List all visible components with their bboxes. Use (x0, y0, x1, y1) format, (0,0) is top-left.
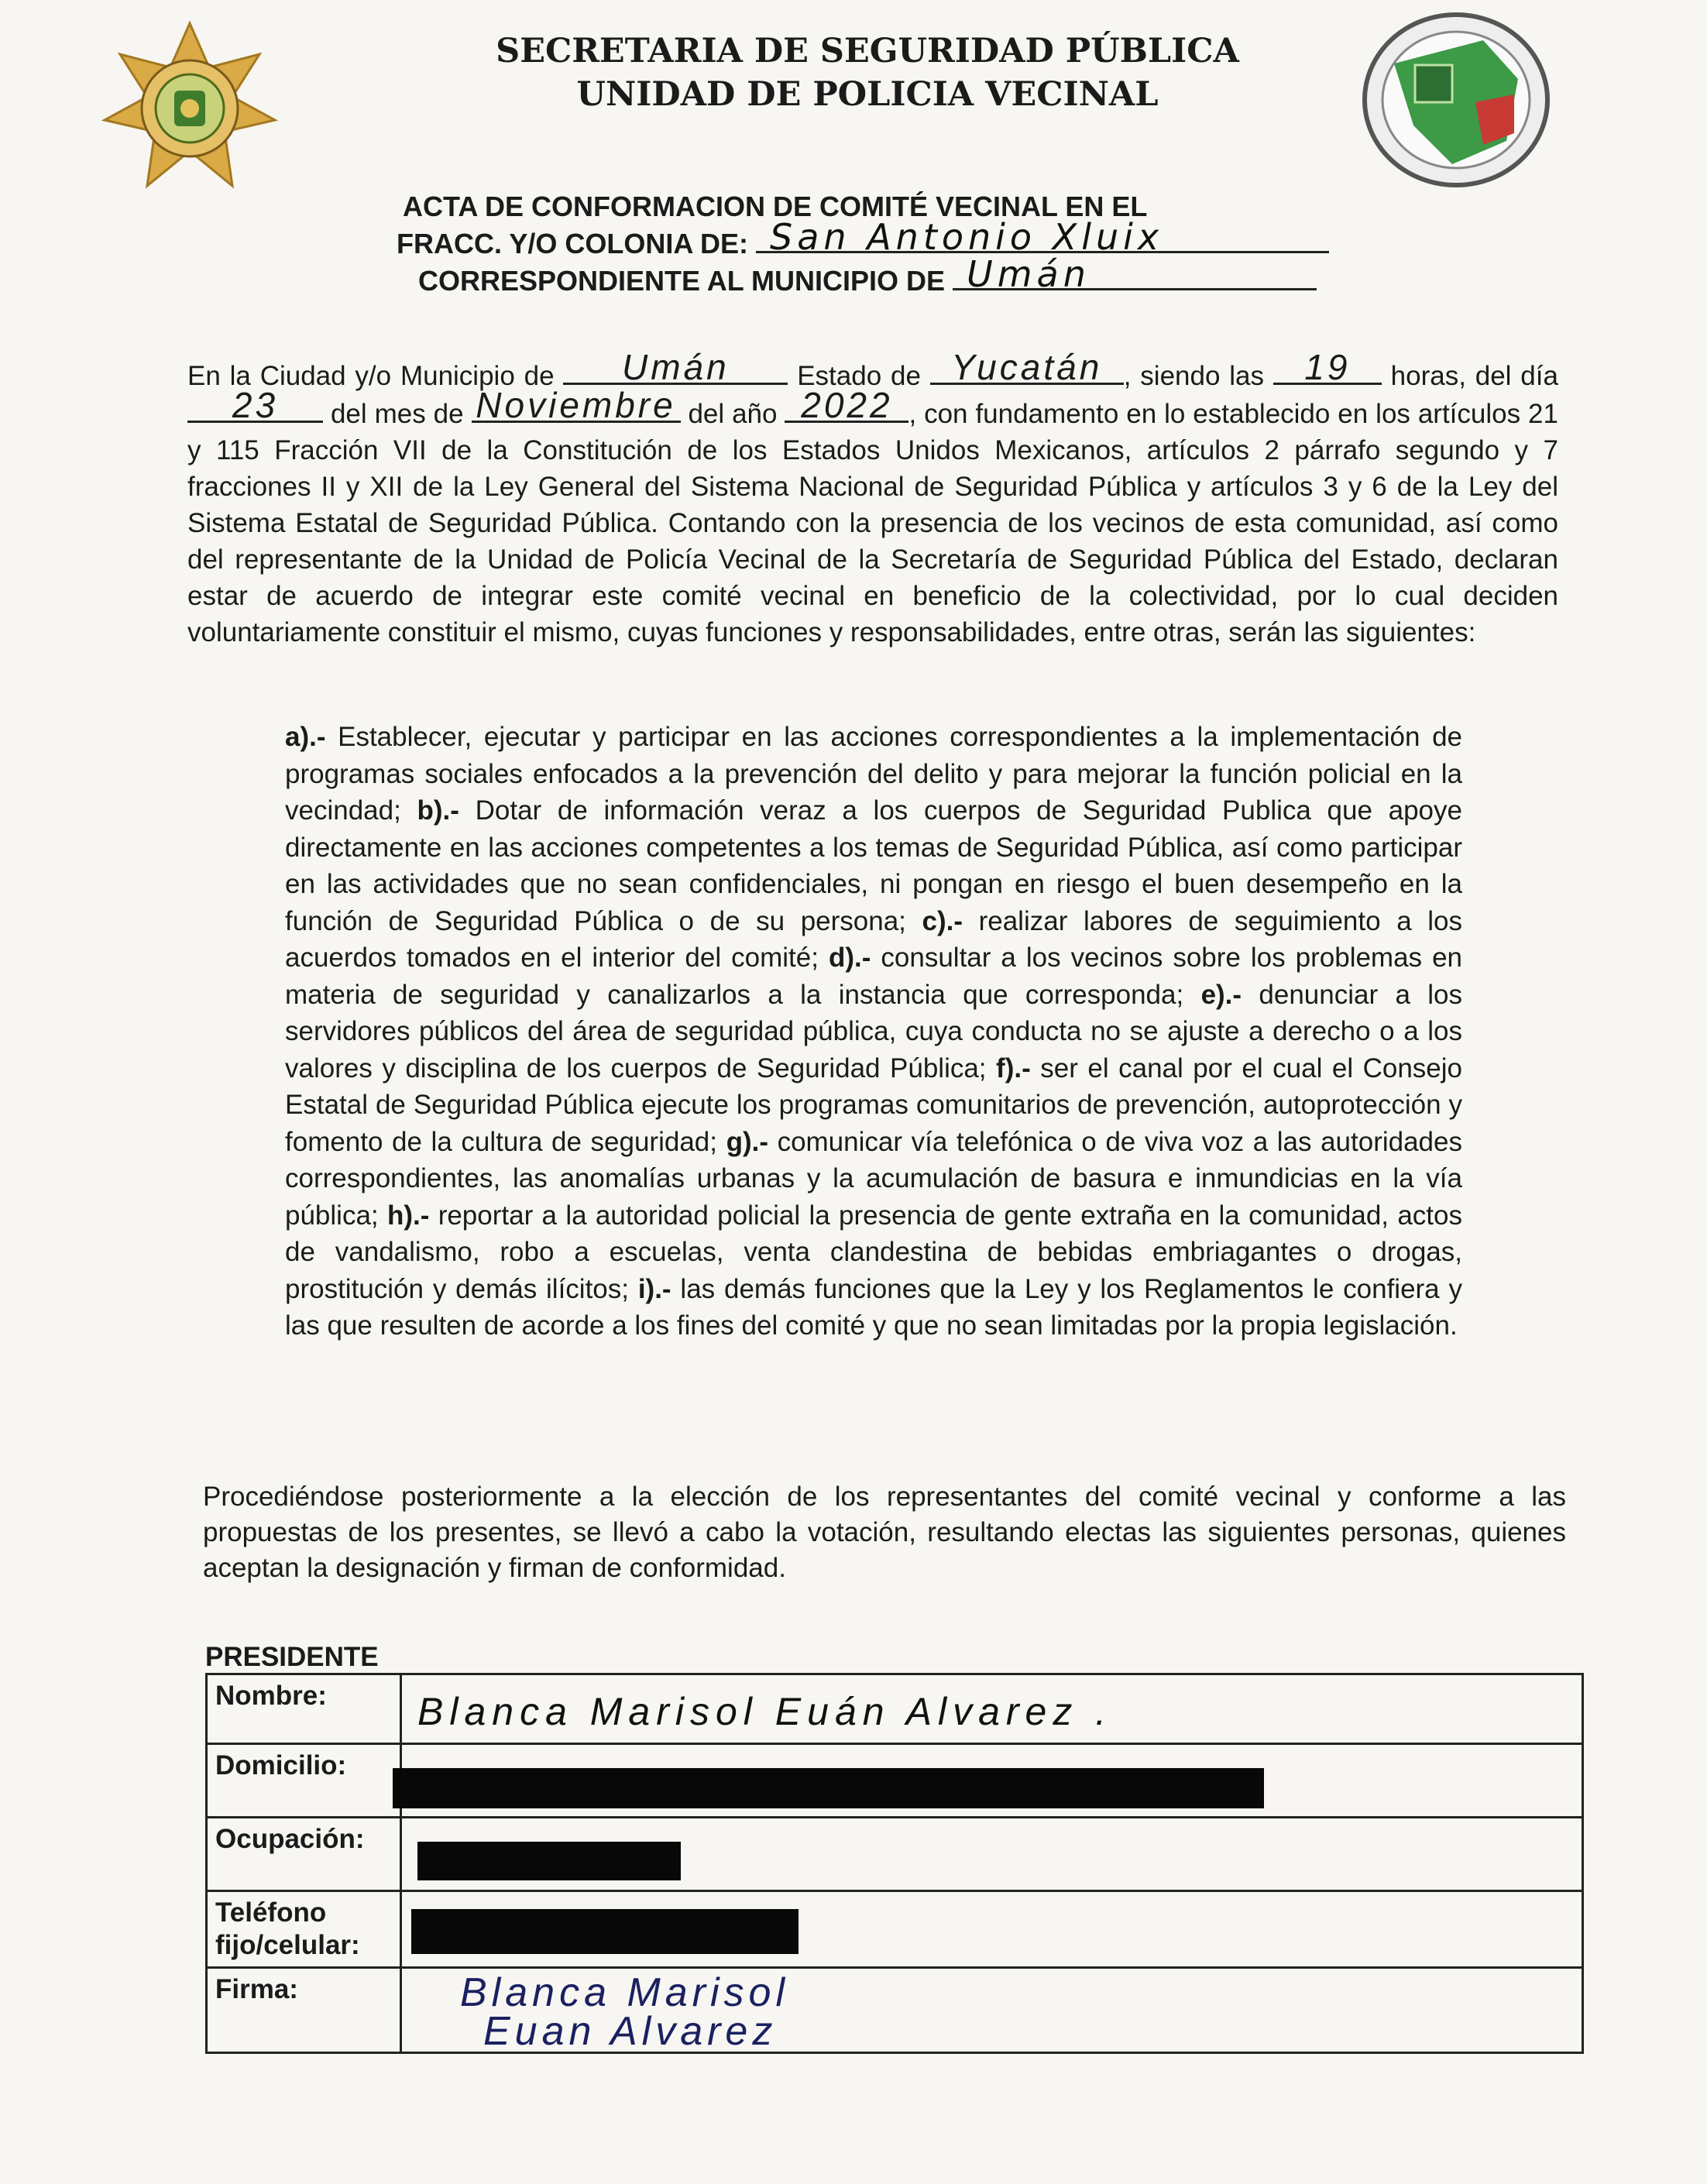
anio-blank (785, 385, 908, 425)
ocupacion-cell (401, 1818, 1583, 1891)
function-text: reportar a la autoridad policial la presencia de gente extraña en la comunidad, actos de vandalismo, robo a escuelas, venta clandestina de bebidas embriagantes o drogas, prostitución y demás ilícitos; (285, 1200, 1462, 1304)
dia-inline-value: 23 (232, 385, 279, 425)
anio-inline-value: 2022 (801, 385, 893, 425)
ocupacion-row (207, 1818, 1583, 1891)
horas-blank (1273, 347, 1382, 387)
mes-inline-value: Noviembre (476, 385, 676, 425)
function-letter: b).- (417, 795, 459, 826)
domicilio-row (207, 1744, 1583, 1818)
acta-line-1: ACTA DE CONFORMACION DE COMITÉ VECINAL EN EL (403, 191, 1148, 222)
municipio-inline-value: Umán (622, 347, 730, 387)
nombre-label: Nombre: (207, 1674, 401, 1744)
function-letter: d).- (828, 943, 871, 973)
intro-text-7: , con fundamento en lo establecido en los artículos 21 y 115 Fracción VII de la Constitución de los Estados Unidos Mexicanos, artículos 2 párrafo segundo y 7 fracciones II y XII de la Ley General del Sistema Nacional de Seguridad Pública y artículos 3 y 6 de la Ley del Sistema Estatal de Seguridad Pública. Contando con la presencia de los vecinos de esta comunidad, así como del representante de la Unidad de Policía Vecinal de la Secretaría de Seguridad Pública del Estado, declaran estar de acuerdo de integrar este comité vecinal en beneficio de la colectividad, por lo cual deciden voluntariamente constituir el mismo, cuyas funciones y responsabilidades, entre otras, serán las siguientes: (187, 399, 1558, 647)
redaction-bar (417, 1842, 681, 1880)
intro-text-3: , siendo las (1123, 361, 1264, 391)
function-text: denunciar a los servidores públicos del área de seguridad pública, cuya conducta no se ajuste a derecho o a los valores y disciplina de los cuerpos de Seguridad Pública; (285, 979, 1462, 1083)
nombre-cell (401, 1674, 1583, 1744)
municipio-handwritten: Umán (967, 253, 1090, 295)
police-star-badge-icon (101, 19, 279, 197)
firma-row (207, 1968, 1583, 2053)
nombre-handwritten: Blanca Marisol Euán Alvarez . (417, 1690, 1113, 1733)
function-text: las demás funciones que la Ley y los Reglamentos le confiera y las que resulten de acorde a los fines del comité y que no sean limitadas por la propia legislación. (285, 1273, 1462, 1341)
function-text: realizar labores de seguimiento a los acuerdos tomados en el interior del comité; (285, 905, 1462, 973)
function-letter: i).- (637, 1273, 671, 1304)
municipio-label: CORRESPONDIENTE AL MUNICIPIO DE (418, 265, 946, 297)
intro-text-5: del mes de (330, 399, 464, 429)
telefono-label-line-1: Teléfono (215, 1897, 327, 1928)
intro-paragraph (187, 347, 1558, 651)
functions-list (285, 719, 1462, 1344)
firma-cell (401, 1968, 1583, 2053)
redaction-bar (411, 1909, 799, 1954)
nombre-row (207, 1674, 1583, 1744)
intro-text-4: horas, del día (1390, 361, 1558, 391)
function-letter: f).- (996, 1053, 1031, 1083)
signature-handwritten (460, 1970, 790, 2054)
acta-colonia-row (397, 216, 1329, 263)
telefono-row (207, 1891, 1583, 1968)
colonia-handwritten: San Antonio Xluix (770, 216, 1164, 258)
telefono-cell (401, 1891, 1583, 1968)
letterhead (403, 29, 1332, 116)
function-text: consultar a los vecinos sobre los problemas en materia de seguridad y canalizarlos a la instancia que corresponda; (285, 943, 1462, 1010)
firma-label: Firma: (207, 1968, 401, 2053)
function-text: Establecer, ejecutar y participar en las acciones correspondientes a la implementación de programas sociales enfocados a la prevención del delito y para mejorar la función policial en la vecindad; (285, 722, 1462, 826)
function-letter: g).- (726, 1126, 768, 1157)
estado-inline-value: Yucatán (951, 347, 1103, 387)
function-letter: e).- (1200, 979, 1242, 1010)
signature-line-2: Euan Alvarez (483, 2009, 778, 2054)
intro-text-6: del año (688, 399, 778, 429)
municipio-field (953, 253, 1317, 295)
intro-text-1: En la Ciudad y/o Municipio de (187, 361, 555, 391)
horas-inline-value: 19 (1304, 347, 1351, 387)
state-security-council-seal-icon (1359, 9, 1553, 191)
telefono-label (207, 1891, 401, 1968)
ocupacion-label: Ocupación: (207, 1818, 401, 1891)
function-text: Dotar de información veraz a los cuerpos de Seguridad Publica que apoye directamente en las acciones competentes a los temas de Seguridad Pública, así como participar en las actividades que no sean confidenciales, ni pongan en riesgo el buen desempeño en la función de Seguridad Pública o de su persona; (285, 795, 1462, 936)
colonia-label: FRACC. Y/O COLONIA DE: (397, 228, 749, 259)
estado-blank (930, 347, 1124, 387)
acta-title (397, 188, 1335, 300)
redaction-bar (393, 1768, 1264, 1808)
function-letter: h).- (386, 1200, 430, 1231)
domicilio-label: Domicilio: (207, 1744, 401, 1818)
acta-municipio-row (418, 253, 1351, 300)
dia-blank (187, 385, 323, 425)
mes-blank (472, 385, 681, 425)
presidente-heading: PRESIDENTE (205, 1642, 379, 1672)
intro-text-2: Estado de (797, 361, 921, 391)
function-text: comunicar vía telefónica o de viva voz a las autoridades correspondientes, las anomalías urbanas y la acumulación de basura e inmundicias en la vía pública; (285, 1126, 1462, 1231)
election-paragraph: Procediéndose posteriormente a la elección de los representantes del comité vecinal y conforme a las propuestas de los presentes, se llevó a cabo la votación, resultando electas las siguientes personas, quienes aceptan la designación y firman de conformidad. (203, 1482, 1566, 1583)
letterhead-line-2: UNIDAD DE POLICIA VECINAL (576, 75, 1159, 114)
function-letter: a).- (285, 722, 326, 752)
municipio-blank (563, 347, 788, 387)
telefono-label-line-2: fijo/celular: (215, 1930, 360, 1960)
domicilio-cell (401, 1744, 1583, 1818)
colonia-field (756, 216, 1329, 258)
signature-line-1: Blanca Marisol (460, 1970, 790, 2015)
function-text: ser el canal por el cual el Consejo Estatal de Seguridad Pública ejecute los programas comunitarios de prevención, autoprotección y fomento de la cultura de seguridad; (285, 1053, 1463, 1157)
function-letter: c).- (922, 905, 963, 936)
letterhead-line-1: SECRETARIA DE SEGURIDAD PÚBLICA (496, 32, 1239, 70)
presidente-table (205, 1673, 1584, 2054)
